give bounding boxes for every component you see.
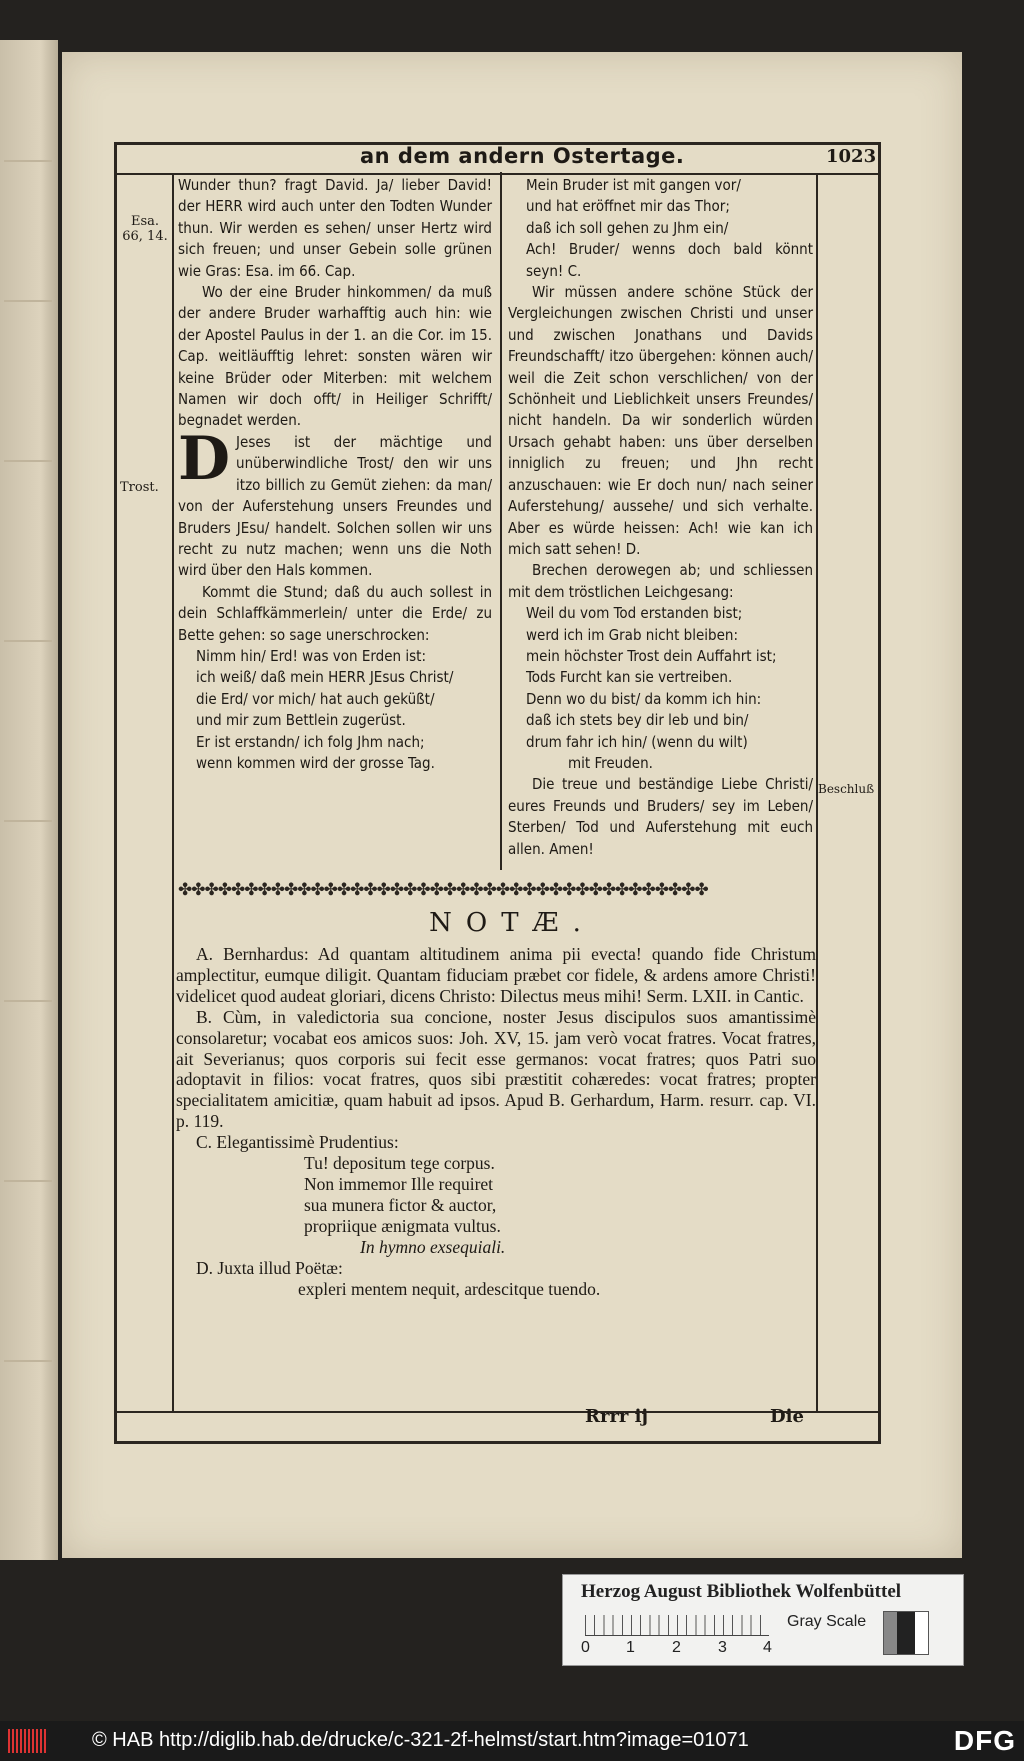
barcode-icon — [8, 1729, 46, 1753]
paragraph-text: Jeses ist der mächtige und unüberwindliche Trost/ den wir uns itzo billich zu Gemüt ziehen: da man/ von der Auferstehung unsers Freundes und Bruders JEsu/ handelt. Solchen sollen wir uns recht zu nutz machen; wenn uns die Noth wird über den Hals kommen. — [178, 432, 492, 580]
verse-line: drum fahr ich hin/ (wenn du wilt) — [526, 732, 748, 751]
notes-section — [176, 944, 816, 1299]
note-b: B. Cùm, in valedictoria sua concione, noster Jesus discipulos suos amantissimè consolaretur; vocabat eos amicos suos: Joh. XV, 15. jam verò vocat fratres. Vocat fratres, ait Severianus; quos corporis sui fecit esse germanos: vocat fratres; quos Patri suo adoptavit in filios: vocat fratres, quos sibi præstitit cohæredes: vocat fratres; propter specialitatem amicitiæ, quam habuit ad ipsos. Apud B. Gerhardum, Harm. resurr. cap. VI. p. 119. — [176, 1006, 816, 1132]
verse-line: Er ist erstandn/ ich folg Jhm nach; — [196, 732, 425, 751]
ruler-scale — [585, 1615, 769, 1636]
verse-line: und hat eröffnet mir das Thor; — [526, 197, 730, 216]
verse-line: Denn wo du bist/ da komm ich hin: — [526, 689, 762, 708]
verse-line: mein höchster Trost dein Auffahrt ist; — [526, 646, 777, 665]
left-column — [178, 175, 492, 774]
paragraph-with-dropcap — [178, 423, 492, 582]
verse-line: Weil du vom Tod erstanden bist; — [526, 604, 743, 623]
note-verse-line: sua munera fictor & auctor, — [304, 1194, 497, 1215]
note-verse-reference: In hymno exsequiali. — [360, 1236, 506, 1257]
gray-scale-swatch — [883, 1611, 929, 1655]
margin-note-esa: Esa. 66, 14. — [122, 214, 168, 244]
ruler-number: 1 — [626, 1639, 635, 1656]
verse-line: ich weiß/ daß mein HERR JEsus Christ/ — [196, 668, 454, 687]
margin-note-trost: Trost. — [120, 480, 159, 495]
verse-line: Ach! Bruder/ wenns doch bald könnt seyn! C. — [526, 240, 813, 280]
verse-line: mit Freuden. — [568, 753, 653, 772]
ruler-number: 4 — [763, 1639, 772, 1656]
note-verse-line: propriique ænigmata vultus. — [304, 1215, 501, 1236]
notae-title: NOTÆ. — [429, 908, 595, 938]
ruler-number: 2 — [672, 1639, 681, 1656]
note-a: A. Bernhardus: Ad quantam altitudinem anima pii evecta! quando fide Christum amplectitur, eumque diligit. Quantam fiduciam præbet cor fidele, & ardens amore Christi! videlicet quod audeat gloriari, dicens Christo: Dilectus meus mihi! Serm. LXII. in Cantic. — [176, 944, 816, 1006]
note-verse-line: Tu! depositum tege corpus. — [304, 1153, 495, 1174]
paragraph: Wunder thun? fragt David. Ja/ lieber David! der HERR wird auch unter den Todten Wunder thun. Wir werden es sehen/ unser Hertz wird sich freuen; und unser Gebein solle grünen wie Gras: Esa. im 66. Cap. — [178, 176, 492, 280]
footer-bar — [0, 1721, 1024, 1761]
paragraph: Kommt die Stund; daß du auch sollest in dein Schlaffkämmerlein/ unter die Erde/ zu Bette gehen: so sage unerschrocken: — [178, 582, 492, 644]
catchword: Die — [770, 1406, 804, 1427]
ornament-border: ✤✤✤✤✤✤✤✤✤✤✤✤✤✤✤✤✤✤✤✤✤✤✤✤✤✤✤✤✤✤✤✤✤✤✤✤✤✤✤✤ — [178, 880, 708, 898]
verse-line: werd ich im Grab nicht bleiben: — [526, 625, 738, 644]
paragraph: Die treue und beständige Liebe Christi/ eures Freunds und Bruders/ sey im Leben/ Sterben/ Tod und Auferstehung mit euch allen. Amen! — [508, 775, 813, 858]
right-column — [508, 175, 813, 860]
verse-line: und mir zum Bettlein zugerüst. — [196, 711, 406, 730]
note-verse-line: Non immemor Ille requiret — [304, 1173, 494, 1194]
paragraph: Wir müssen andere schöne Stück der Vergleichungen zwischen Christi und unser und zwischen Jonathans und Davids Freundschafft/ itzo übergehen: können auch/ weil die Zeit schon verschlichen/ von der Schönheit und Lieblichkeit unsers Freundes/ nicht handeln. Da wir sonderlich würden Ursach gehabt haben: uns über derselben inniglich zu freuen; und Jhn recht anzuschauen: wie Er doch nun/ nach seiner Auferstehung/ aussehe/ und sich verhalte. Aber es würde heissen: Ach! wie kan ich mich satt sehen! D. — [508, 283, 813, 558]
verse-line: Nimm hin/ Erd! was von Erden ist: — [196, 646, 427, 665]
running-head: an dem andern Ostertage. — [360, 144, 685, 168]
verse-line: wenn kommen wird der grosse Tag. — [196, 753, 435, 772]
paragraph: Wo der eine Bruder hinkommen/ da muß der andere Bruder warhafftig auch hin: wie der Apostel Paulus in der 1. an die Cor. im 15. Cap. weitläufftig lehret: sonsten wären wir keine Brüder oder Miterben: mit welchem Namen wir doch offt/ in Heiliger Schrifft/ begnadet werden. — [178, 283, 492, 430]
gray-scale-label: Gray Scale — [787, 1613, 867, 1630]
verse-line: Tods Furcht kan sie vertreiben. — [526, 668, 733, 687]
note-verse-line: expleri mentem nequit, ardescitque tuendo. — [298, 1278, 601, 1299]
margin-note-beschluss: Beschluß — [818, 782, 875, 796]
library-name: Herzog August Bibliothek Wolfenbüttel — [581, 1581, 902, 1602]
verse-line: Mein Bruder ist mit gangen vor/ — [526, 176, 741, 194]
ruler-number: 3 — [718, 1639, 727, 1656]
library-label — [562, 1574, 964, 1666]
note-c: C. Elegantissimè Prudentius: — [196, 1132, 399, 1153]
verse-line: die Erd/ vor mich/ hat auch geküßt/ — [196, 689, 435, 708]
paragraph: Brechen derowegen ab; und schliessen mit dem tröstlichen Leichgesang: — [508, 561, 813, 601]
page-number: 1023 — [826, 146, 877, 167]
dfg-logo: DFG — [953, 1725, 1016, 1756]
source-url[interactable]: © HAB http://diglib.hab.de/drucke/c-321-2f-helmst/start.htm?image=01071 — [92, 1729, 749, 1751]
adjacent-page-edge — [0, 40, 58, 1560]
verse-line: daß ich soll gehen zu Jhm ein/ — [526, 218, 729, 237]
ruler-number: 0 — [581, 1639, 590, 1656]
drop-cap: D — [178, 423, 231, 494]
column-divider — [500, 172, 502, 870]
note-d: D. Juxta illud Poëtæ: — [196, 1257, 343, 1278]
verse-line: daß ich stets bey dir leb und bin/ — [526, 711, 749, 730]
signature-mark: Rrrr ij — [585, 1406, 649, 1427]
